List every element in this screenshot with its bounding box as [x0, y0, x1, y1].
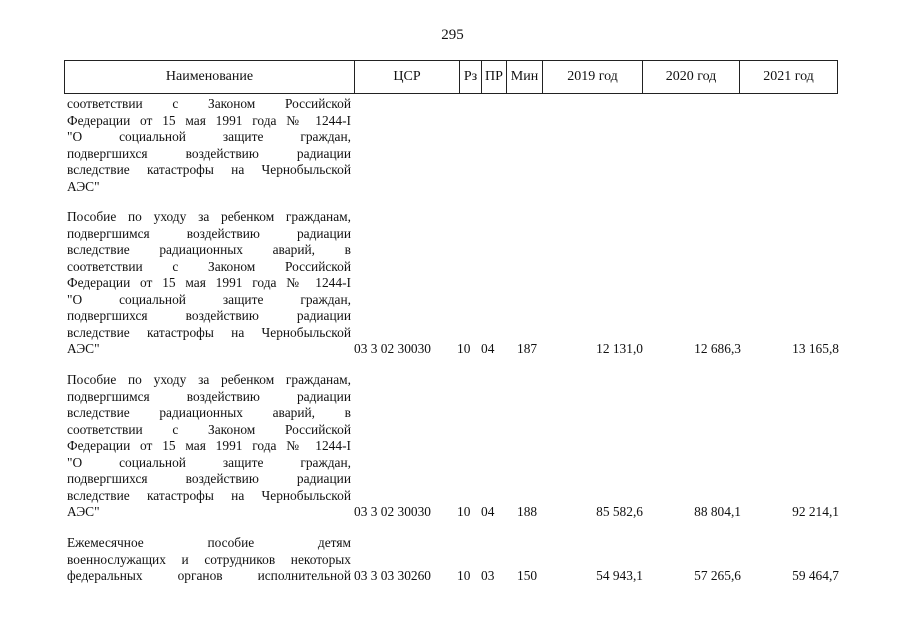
- name-line: Федерации от 15 мая 1991 года № 1244-I: [67, 275, 351, 290]
- name-line: военнослужащих и сотрудников некоторых: [67, 551, 351, 567]
- header-rz: Рз: [463, 69, 478, 84]
- min-code: 187: [517, 341, 538, 356]
- header-2019: 2019 год: [567, 69, 618, 84]
- name-line: "О социальной защите граждан,: [67, 291, 351, 307]
- name-line: АЭС": [67, 504, 100, 519]
- amount-2020: 57 265,6: [694, 568, 741, 583]
- csr-code: 03 3 02 30030: [354, 341, 431, 356]
- amount-2021: 59 464,7: [792, 568, 839, 583]
- name-line: "О социальной защите граждан,: [67, 129, 351, 144]
- table-header: [64, 60, 838, 94]
- name-line: АЭС": [67, 178, 100, 194]
- name-line: подвергшихся воздействию радиации: [67, 471, 351, 486]
- rz-code: 10: [457, 341, 471, 356]
- name-line: АЭС": [67, 341, 100, 356]
- name-line: соответствии с Законом Российской: [67, 96, 351, 111]
- min-code: 188: [517, 504, 538, 519]
- name-line: Пособие по уходу за ребенком гражданам,: [67, 372, 351, 387]
- pr-code: 04: [481, 341, 495, 356]
- name-line: подвергшимся воздействию радиации: [67, 225, 351, 241]
- header-csr: ЦСР: [393, 69, 421, 84]
- name-line: вследствие катастрофы на Чернобыльской: [67, 162, 351, 177]
- amount-2020: 88 804,1: [694, 504, 741, 519]
- name-line: подвергшихся воздействию радиации: [67, 308, 351, 323]
- csr-code: 03 3 02 30030: [354, 504, 431, 519]
- header-name: Наименование: [165, 69, 254, 84]
- min-code: 150: [517, 568, 538, 583]
- amount-2021: 13 165,8: [792, 341, 839, 356]
- amount-2020: 12 686,3: [694, 341, 741, 356]
- name-line: соответствии с Законом Российской: [67, 258, 351, 274]
- header-pr: ПР: [485, 69, 503, 84]
- amount-2021: 92 214,1: [792, 504, 839, 519]
- header-2020: 2020 год: [665, 69, 717, 84]
- amount-2019: 54 943,1: [596, 568, 643, 583]
- name-line: Федерации от 15 мая 1991 года № 1244-I: [67, 438, 351, 453]
- name-line: соответствии с Законом Российской: [67, 421, 351, 437]
- name-line: вследствие радиационных аварий, в: [67, 405, 351, 420]
- page-number: 295: [441, 27, 464, 43]
- name-line: подвергшихся воздействию радиации: [67, 145, 351, 161]
- row-name: [67, 96, 351, 195]
- pr-code: 03: [481, 568, 495, 583]
- name-line: вследствие радиационных аварий, в: [67, 242, 351, 257]
- csr-code: 03 3 03 30260: [354, 568, 431, 583]
- header-2021: 2021 год: [763, 69, 814, 84]
- rz-code: 10: [457, 504, 471, 519]
- name-line: Федерации от 15 мая 1991 года № 1244-I: [67, 112, 351, 128]
- name-line: "О социальной защите граждан,: [67, 454, 351, 470]
- rz-code: 10: [457, 568, 471, 583]
- amount-2019: 12 131,0: [596, 341, 643, 356]
- row-name: [67, 535, 351, 585]
- row-name: [67, 209, 351, 358]
- name-line: Пособие по уходу за ребенком гражданам,: [67, 209, 351, 224]
- name-line: федеральных органов исполнительной: [67, 568, 351, 583]
- name-line: Ежемесячное пособие детям: [67, 535, 351, 550]
- name-line: вследствие катастрофы на Чернобыльской: [67, 487, 351, 503]
- amount-2019: 85 582,6: [596, 504, 643, 519]
- name-line: подвергшимся воздействию радиации: [67, 388, 351, 404]
- row-name: [67, 372, 351, 521]
- name-line: вследствие катастрофы на Чернобыльской: [67, 324, 351, 340]
- header-min: Мин: [510, 69, 539, 84]
- pr-code: 04: [481, 504, 495, 519]
